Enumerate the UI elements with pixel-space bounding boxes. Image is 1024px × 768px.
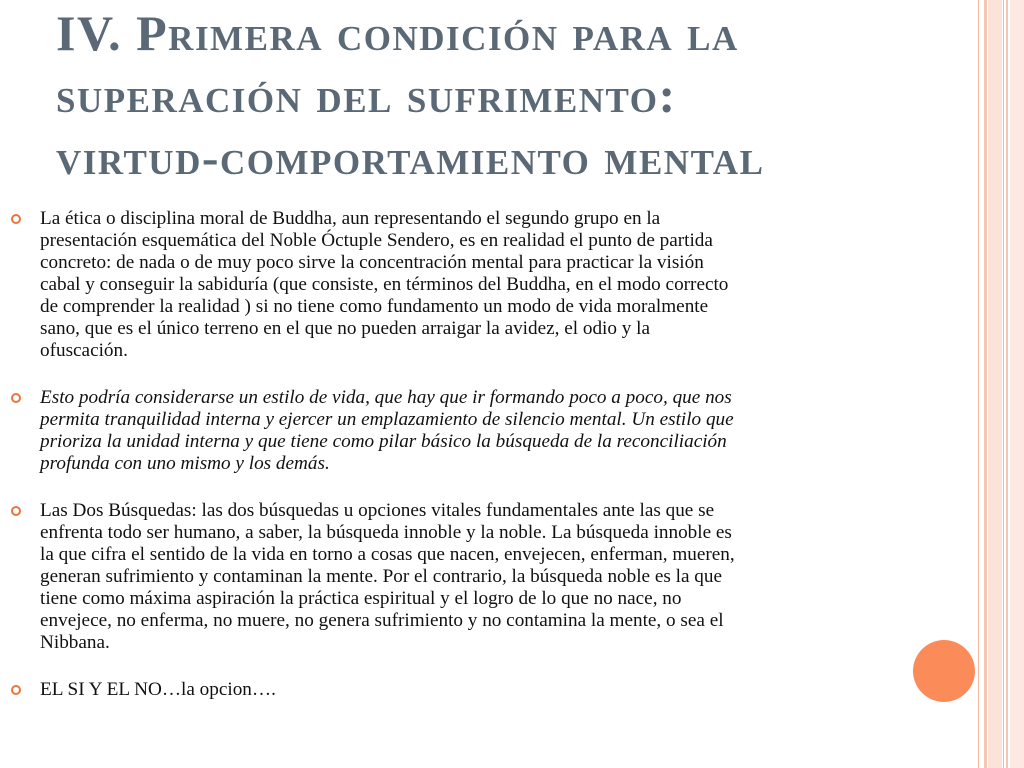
paragraph-line: Nibbana.	[40, 632, 110, 653]
paragraph-line: EL SI Y EL NO…la opcion….	[40, 679, 276, 700]
bullet-paragraph-etica	[10, 208, 1000, 362]
bullet-circle-icon	[11, 214, 21, 224]
paragraph-line: tiene como máxima aspiración la práctica espiritual y el logro de lo que no nace, no	[40, 588, 682, 609]
bullet-paragraph-dos-busquedas	[10, 500, 1000, 654]
paragraph-line: sano, que es el único terreno en el que no pueden arraigar la avidez, el odio y la	[40, 318, 651, 339]
paragraph-line: Esto podría considerarse un estilo de vida, que hay que ir formando poco a poco, que nos	[40, 387, 732, 408]
slide-body	[10, 208, 1000, 726]
bullet-paragraph-estilo-de-vida	[10, 387, 1000, 475]
bullet-circle-icon	[11, 506, 21, 516]
paragraph-line: profunda con uno mismo y los demás.	[40, 453, 330, 474]
title-line: virtud-comportamiento mental	[56, 129, 765, 185]
decorative-stripe	[1003, 0, 1004, 768]
title-line: IV. Primera condición para la	[56, 5, 739, 61]
paragraph-line: enfrenta todo ser humano, a saber, la búsqueda innoble y la noble. La búsqueda innoble es	[40, 522, 732, 543]
bullet-circle-icon	[11, 685, 21, 695]
paragraph-line: ofuscación.	[40, 340, 128, 361]
paragraph-line: cabal y conseguir la sabiduría (que consiste, en términos del Buddha, en el modo correcto	[40, 274, 729, 295]
paragraph-line: generan sufrimiento y contaminan la mente. Por el contrario, la búsqueda noble es la que	[40, 566, 722, 587]
paragraph-line: La ética o disciplina moral de Buddha, aun representando el segundo grupo en la	[40, 208, 661, 229]
paragraph-line: la que cifra el sentido de la vida en torno a cosas que nacen, envejecen, enferman, mueren,	[40, 544, 735, 565]
bullet-paragraph-si-y-no	[10, 679, 1000, 701]
paragraph-line: permita tranquilidad interna y ejercer un emplazamiento de silencio mental. Un estilo que	[40, 409, 734, 430]
paragraph-line: Las Dos Búsquedas: las dos búsquedas u opciones vitales fundamentales ante las que se	[40, 500, 715, 521]
paragraph-line: concreto: de nada o de muy poco sirve la concentración mental para practicar la visión	[40, 252, 704, 273]
decorative-stripe	[1010, 0, 1024, 768]
slide-title	[56, 2, 956, 188]
paragraph-line: de comprender la realidad ) si no tiene como fundamento un modo de vida moralmente	[40, 296, 709, 317]
decorative-stripe	[1006, 0, 1008, 768]
title-line: superación del sufrimento:	[56, 67, 677, 123]
paragraph-line: prioriza la unidad interna y que tiene como pilar básico la búsqueda de la reconciliación	[40, 431, 727, 452]
bullet-circle-icon	[11, 393, 21, 403]
paragraph-line: presentación esquemática del Noble Óctuple Sendero, es en realidad el punto de partida	[40, 230, 713, 251]
paragraph-line: envejece, no enferma, no muere, no genera sufrimiento y no contamina la mente, o sea el	[40, 610, 724, 631]
decorative-orange-circle	[913, 640, 975, 702]
